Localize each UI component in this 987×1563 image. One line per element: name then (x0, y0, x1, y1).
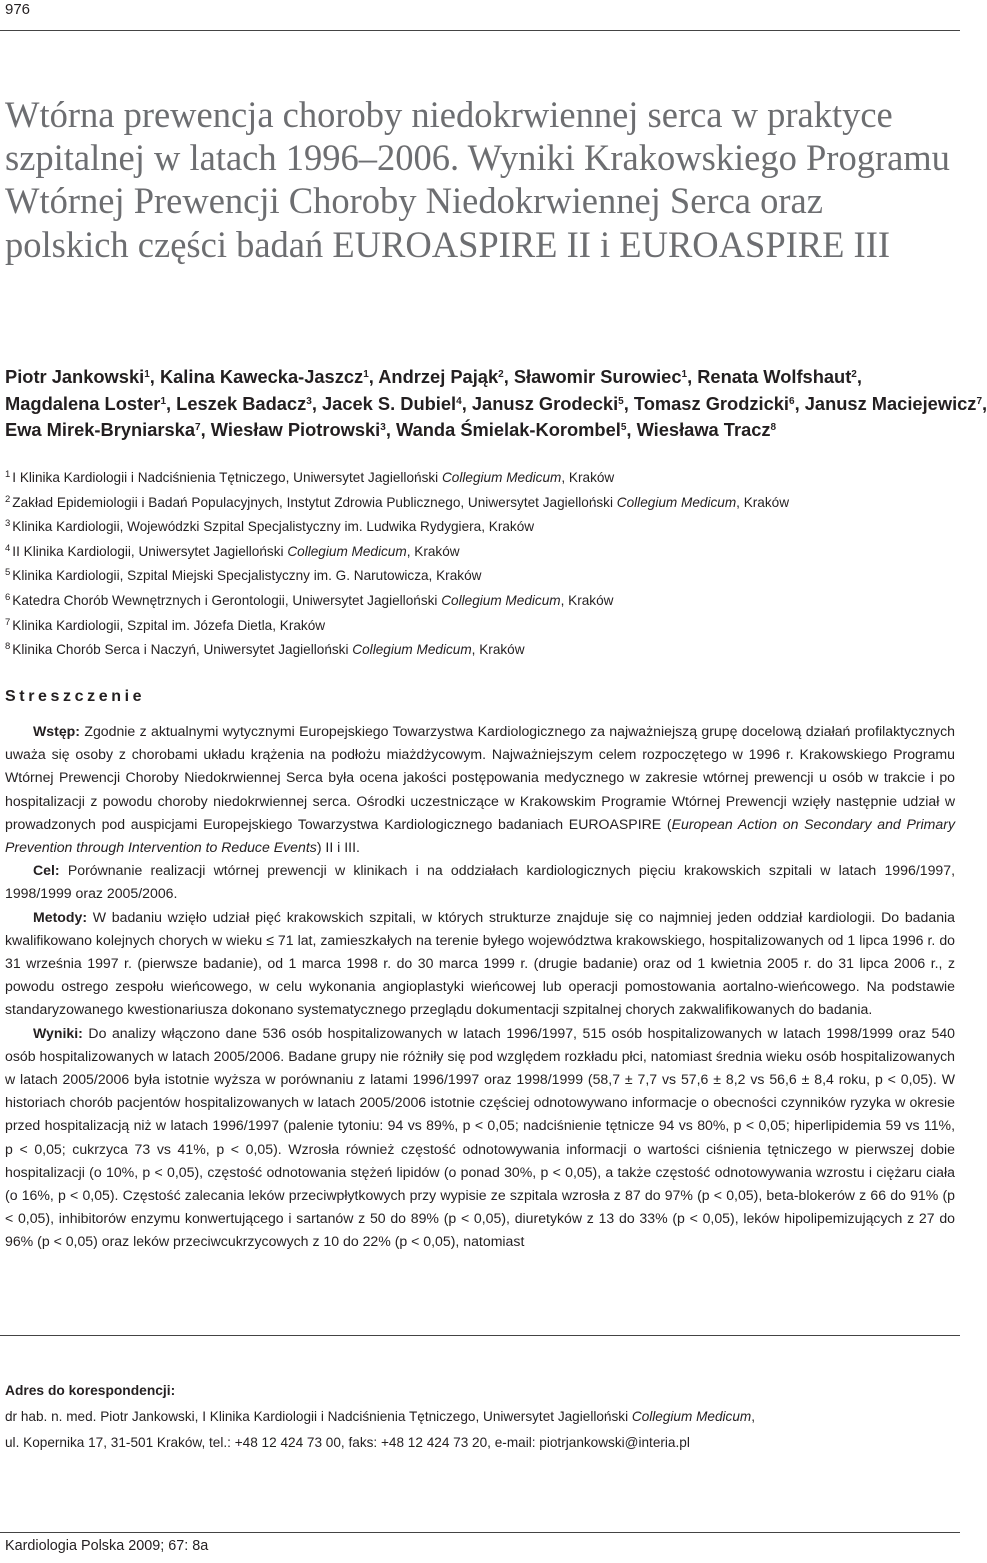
affiliation-item: $^3$ Klinika Kardiologii, Wojewódzki Szpital Specjalistyczny im. Ludwika Rydygiera, Kraków (5, 518, 535, 535)
footnote-rule (0, 1335, 960, 1336)
author: Andrzej Pająk$^2$, (378, 366, 514, 387)
author: Piotr Jankowski$^1$, (5, 366, 160, 387)
author: Wiesław Piotrowski$^3$, (210, 419, 396, 440)
correspondence-block (5, 1378, 955, 1456)
journal-reference: Kardiologia Polska 2009; 67: 8a (5, 1538, 209, 1554)
page-number: 976 (5, 1, 31, 18)
affiliation-item: $^7$ Klinika Kardiologii, Szpital im. Józefa Dietla, Kraków (5, 616, 326, 633)
footer-rule (0, 1532, 960, 1533)
author: Janusz Grodecki$^5$, (471, 392, 634, 414)
affiliation-item: $^8$ Klinika Chorób Serca i Naczyń, Uniwersytet Jagielloński Collegium Medicum, Kraków (5, 641, 525, 658)
author: Ewa Mirek-Bryniarska$^7$, (5, 419, 211, 440)
abstract-section-aim: Cel: Porównanie realizacji wtórnej prewencji w klinikach i na oddziałach kardiologicznych pięciu krakowskich szpitali w latach 1996/1997, 1998/1999 oraz 2005/2006. (5, 862, 955, 902)
correspondence-heading: Adres do korespondencji: (5, 1383, 176, 1398)
abstract-section-background: Wstęp: Zgodnie z aktualnymi wytycznymi Europejskiego Towarzystwa Kardiologicznego za najważniejszą grupę docelową działań profilaktycznych uważa się osoby z chorobami układu krążenia na podłożu miażdżycowym. Najważniejszym celem rozpoczętego w 1996 r. Krakowskiego Programu Wtórnej Prewencji Choroby Niedokrwiennej Serca była ocena jakości postępowania medycznego w zakresie wtórnej prewencji u osób w trakcie i po hospitalizacji z powodu choroby niedokrwiennej serca. Ośrodki uczestniczące w Krakowskim Programie Wtórnej Prewencji wzięły następnie udział w prowadzonych pod auspicjami Europejskiego Towarzystwa Kardiologicznego badaniach EUROASPIRE (European Action on Secondary and Primary Prevention through Intervention to Reduce Events) II i III. (5, 723, 956, 856)
author: Wanda Śmielak-Korombel$^5$, (396, 419, 637, 440)
author: Renata Wolfshaut$^2$, (697, 366, 862, 387)
affiliation-item: $^5$ Klinika Kardiologii, Szpital Miejski Specjalistyczny im. G. Narutowicza, Kraków (5, 567, 482, 584)
article-title: Wtórna prewencja choroby niedokrwiennej serca w praktyce szpitalnej w latach 1996–2006. Wyniki Krakowskiego Programu Wtórnej Prewencji Choroby Niedokrwiennej Serca oraz polskich części badań EUROASPIRE II i EUROASPIRE III (5, 94, 950, 265)
author-line-3 (5, 417, 957, 444)
author-line-2 (5, 391, 987, 418)
author: Leszek Badacz$^3$, (176, 392, 322, 414)
author-line-1 (5, 364, 957, 391)
author: Jacek S. Dubiel$^4$, (321, 392, 472, 414)
author: Kalina Kawecka-Jaszcz$^1$, (159, 366, 379, 387)
header-rule (0, 30, 960, 31)
author: Magdalena Loster$^1$, (5, 392, 177, 414)
author: Tomasz Grodzicki$^6$, (633, 392, 805, 414)
affiliation-item: $^4$ II Klinika Kardiologii, Uniwersytet Jagielloński Collegium Medicum, Kraków (5, 542, 460, 559)
author: Wiesława Tracz$^8$ (636, 419, 777, 440)
author: Sławomir Surowiec$^1$, (513, 366, 698, 387)
affiliation-item: $^2$ Zakład Epidemiologii i Badań Populacyjnych, Instytut Zdrowia Publicznego, Uniwersytet Jagielloński Collegium Medicum, Kraków (5, 493, 790, 510)
affiliation-list (5, 466, 955, 663)
affiliation-item: $^1$ I Klinika Kardiologii i Nadciśnienia Tętniczego, Uniwersytet Jagielloński Collegium Medicum, Kraków (5, 469, 615, 485)
correspondence-line-1: dr hab. n. med. Piotr Jankowski, I Klinika Kardiologii i Nadciśnienia Tętniczego, Uniwersytet Jagielloński Collegium Medicum, (5, 1409, 756, 1424)
author-list (5, 364, 987, 444)
abstract-heading: Streszczenie (5, 688, 146, 705)
correspondence-line-2: ul. Kopernika 17, 31-501 Kraków, tel.: +48 12 424 73 00, faks: +48 12 424 73 20, e-mail: piotrjankowski@interia.pl (5, 1435, 690, 1450)
author: Janusz Maciejewicz$^7$, (804, 392, 987, 414)
abstract-body (5, 720, 955, 1254)
affiliation-item: $^6$ Katedra Chorób Wewnętrznych i Gerontologii, Uniwersytet Jagielloński Collegium Medicum, Kraków (5, 591, 614, 608)
abstract-section-methods: Metody: W badaniu wzięło udział pięć krakowskich szpitali, w których strukturze znajduje się co najmniej jeden oddział kardiologii. Do badania kwalifikowano kolejnych chorych w wieku ≤ 71 lat, zamieszkałych na terenie byłego województwa krakowskiego, hospitalizowanych od 1 lipca 1996 r. do 31 września 1997 r. (pierwsze badanie), od 1 marca 1998 r. do 30 marca 1999 r. (drugie badanie) oraz od 1 kwietnia 2005 r. do 31 lipca 2006 r., z powodu ostrego zespołu wieńcowego, w celu wykonania angioplastyki wieńcowej lub operacji pomostowania aortalno-wieńcowego. Na podstawie standaryzowanego kwestionariusza dokonano systematycznego przeglądu dokumentacji szpitalnej chorych zakwalifikowanych do badania. (5, 908, 955, 1018)
abstract-section-results: Wyniki: Do analizy włączono dane 536 osób hospitalizowanych w latach 1996/1997, 515 osób hospitalizowanych w latach 1998/1999 oraz 540 osób hospitalizowanych w latach 2005/2006. Badane grupy nie różniły się pod względem rozkładu płci, natomiast średnia wieku osób hospitalizowanych w latach 2005/2006 była istotnie wyższa w porównaniu z latami 1996/1997 oraz 1998/1999 (58,7 ± 7,7 vs 57,6 ± 8,2 vs 56,6 ± 8,4 roku, p < 0,05). W historiach chorób pacjentów hospitalizowanych w latach 2005/2006 istotnie częściej odnotowywano informacje o obecności czynników ryzyka w okresie przed hospitalizacją niż w latach 1996/1997 (palenie tytoniu: 94 vs 89%, p < 0,05; nadciśnienie tętnicze 94 vs 80%, p < 0,05; hiperlipidemia 59 vs 11%, p < 0,05; cukrzyca 73 vs 41%, p < 0,05). Wzrosła również częstość odnotowywania informacji o wartości ciśnienia tętniczego w pierwszej dobie hospitalizacji (o 10%, p < 0,05), częstość odnotowania stężeń lipidów (o ponad 30%, p < 0,05), a także częstość odnotowywania wzrostu i ciężaru ciała (o 16%, p < 0,05). Częstość zalecania leków przeciwpłytkowych przy wypisie ze szpitala wzrosła z 87 do 97% (p < 0,05), beta-blokerów z 66 do 91% (p < 0,05), inhibitorów enzymu konwertującego i sartanów z 50 do 89% (p < 0,05), diuretyków z 13 do 33% (p < 0,05), leków hipolipemizujących z 27 do 96% (p < 0,05) oraz leków przeciwcukrzycowych z 10 do 22% (p < 0,05), natomiast (5, 1024, 955, 1250)
